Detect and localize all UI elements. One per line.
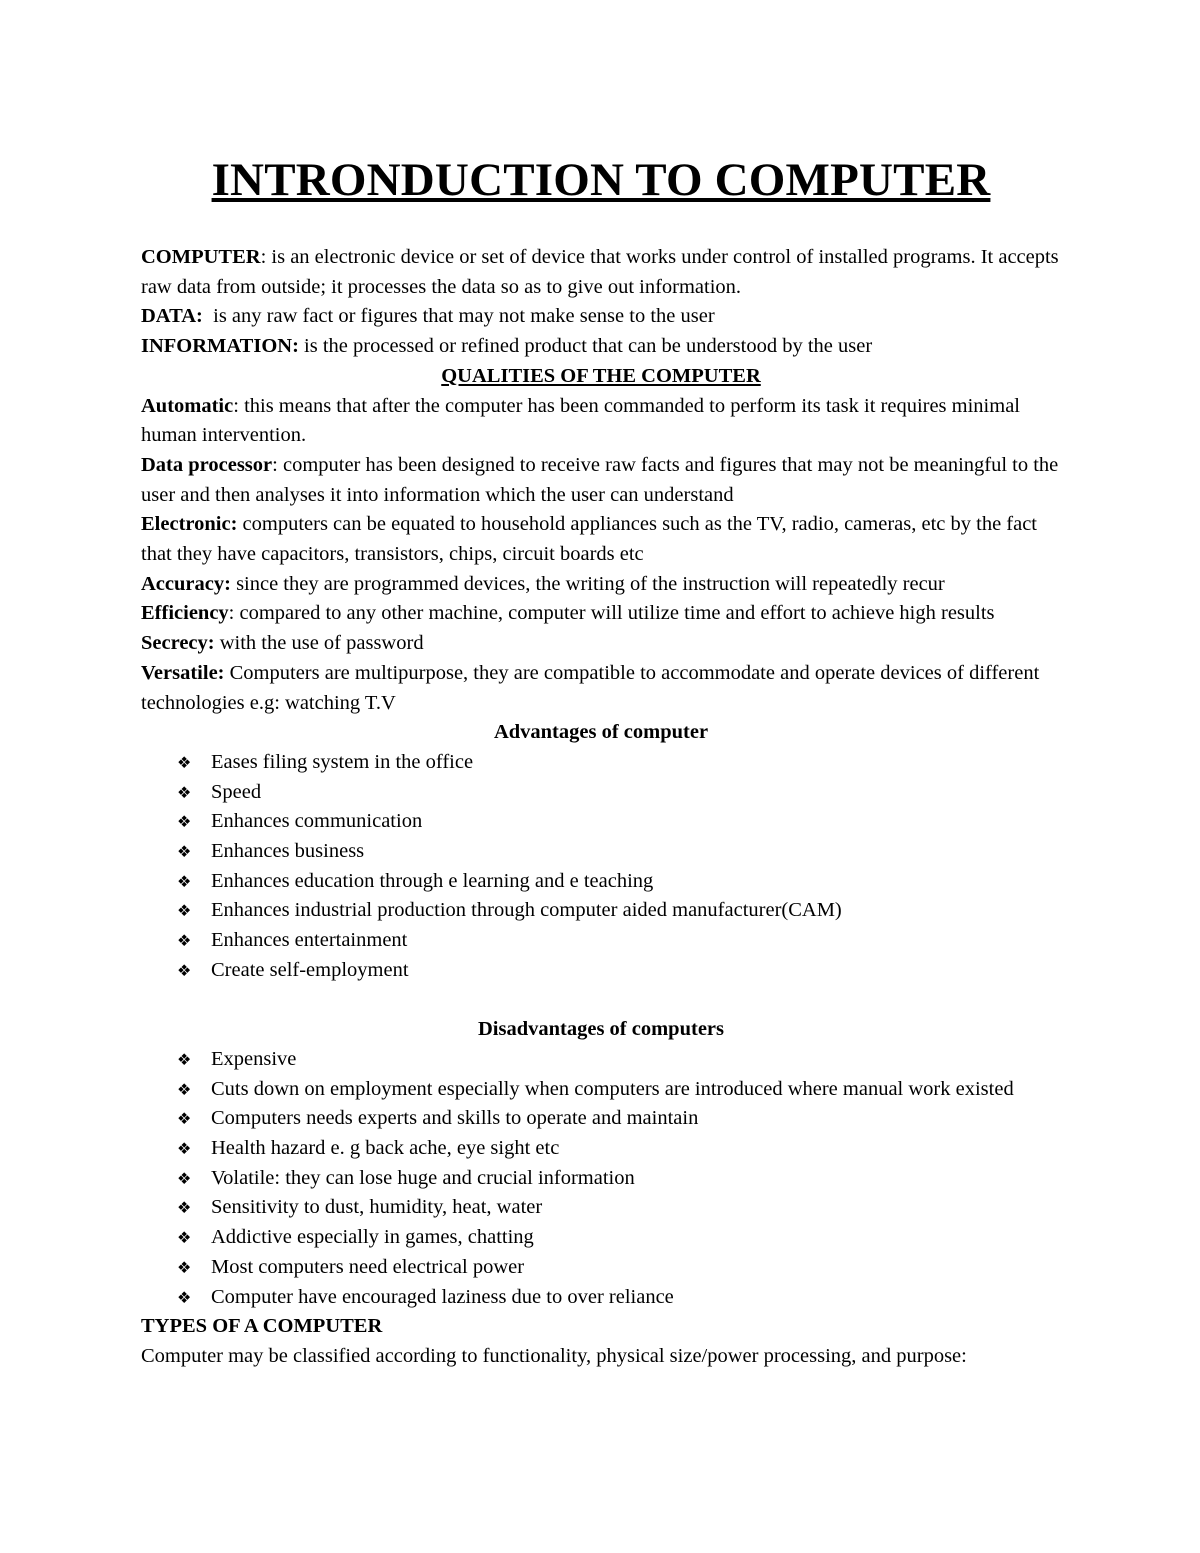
term-separator xyxy=(203,305,213,327)
term-separator: : xyxy=(233,394,245,417)
list-item xyxy=(177,867,1061,897)
advantages-list xyxy=(141,748,1061,986)
term-label: Efficiency xyxy=(141,602,229,625)
list-item xyxy=(177,896,1061,926)
definition-paragraph xyxy=(141,451,1061,510)
list-item xyxy=(177,1134,1061,1164)
definition-paragraph xyxy=(141,599,1061,629)
definition-paragraph xyxy=(141,510,1061,569)
diamond-bullet-icon: ❖ xyxy=(177,1287,192,1307)
list-item xyxy=(177,956,1061,986)
list-item-text: Computers needs experts and skills to operate and maintain xyxy=(211,1107,699,1130)
disadvantages-heading: Disadvantages of computers xyxy=(478,1018,724,1041)
diamond-bullet-icon: ❖ xyxy=(177,901,192,921)
term-description: computers can be equated to household appliances such as the TV, radio, cameras, etc by the fact that they have capacitors, transistors, chips, circuit boards etc xyxy=(141,513,1038,566)
definition-paragraph xyxy=(141,243,1061,302)
list-item-text: Sensitivity to dust, humidity, heat, water xyxy=(211,1196,543,1219)
list-item xyxy=(177,926,1061,956)
definition-paragraph xyxy=(141,659,1061,718)
term-separator: : xyxy=(228,602,240,625)
term-label: Secrecy: xyxy=(141,632,215,655)
list-item xyxy=(177,1253,1061,1283)
qualities-heading: QUALITIES OF THE COMPUTER xyxy=(441,364,761,387)
list-item xyxy=(177,1104,1061,1134)
spacer xyxy=(141,986,1061,1016)
term-label: Versatile: xyxy=(141,661,225,684)
diamond-bullet-icon: ❖ xyxy=(177,871,192,891)
diamond-bullet-icon: ❖ xyxy=(177,1109,192,1129)
term-description: computer has been designed to receive raw facts and figures that may not be meaningful to the user and then analyses it into information which the user can understand xyxy=(141,453,1059,506)
term-separator: : xyxy=(272,453,283,476)
term-description: compared to any other machine, computer will utilize time and effort to achieve high results xyxy=(239,602,995,625)
term-description: with the use of password xyxy=(219,632,424,655)
qualities-section xyxy=(141,392,1061,719)
diamond-bullet-icon: ❖ xyxy=(177,1168,192,1188)
disadvantages-list xyxy=(141,1045,1061,1312)
diamond-bullet-icon: ❖ xyxy=(177,1198,192,1218)
types-heading: TYPES OF A COMPUTER xyxy=(141,1315,383,1338)
term-label: INFORMATION: xyxy=(141,335,299,358)
definition-paragraph xyxy=(141,570,1061,600)
list-item xyxy=(177,807,1061,837)
types-text: Computer may be classified according to functionality, physical size/power processing, and purpose: xyxy=(141,1345,967,1367)
diamond-bullet-icon: ❖ xyxy=(177,960,192,980)
term-label: Accuracy: xyxy=(141,572,231,595)
list-item xyxy=(177,1193,1061,1223)
list-item-text: Enhances entertainment xyxy=(211,929,408,952)
diamond-bullet-icon: ❖ xyxy=(177,931,192,951)
diamond-bullet-icon: ❖ xyxy=(177,1139,192,1159)
definition-paragraph xyxy=(141,392,1061,451)
term-label: DATA: xyxy=(141,305,203,328)
list-item-text: Addictive especially in games, chatting xyxy=(211,1226,534,1249)
list-item-text: Most computers need electrical power xyxy=(211,1255,525,1278)
term-description: since they are programmed devices, the writing of the instruction will repeatedly recur xyxy=(236,572,945,595)
term-label: Automatic xyxy=(141,394,234,417)
list-item xyxy=(177,837,1061,867)
list-item xyxy=(177,1164,1061,1194)
diamond-bullet-icon: ❖ xyxy=(177,1257,192,1277)
term-description: Computers are multipurpose, they are compatible to accommodate and operate devices of different technologies e.g: watching T.V xyxy=(141,661,1040,714)
list-item-text: Expensive xyxy=(211,1047,297,1070)
diamond-bullet-icon: ❖ xyxy=(177,782,192,802)
list-item-text: Enhances business xyxy=(211,840,365,863)
term-description: is the processed or refined product that can be understood by the user xyxy=(304,335,873,358)
list-item-text: Create self-employment xyxy=(211,958,409,981)
definition-paragraph xyxy=(141,629,1061,659)
term-separator: : xyxy=(260,246,272,268)
list-item-text: Cuts down on employment especially when computers are introduced where manual work existed xyxy=(211,1077,1014,1100)
list-item xyxy=(177,1283,1061,1313)
diamond-bullet-icon: ❖ xyxy=(177,812,192,832)
list-item xyxy=(177,778,1061,808)
diamond-bullet-icon: ❖ xyxy=(177,752,192,772)
list-item xyxy=(177,1045,1061,1075)
term-label: Electronic: xyxy=(141,513,238,536)
list-item xyxy=(177,1223,1061,1253)
list-item-text: Computer have encouraged laziness due to over reliance xyxy=(211,1285,674,1308)
term-description: is any raw fact or figures that may not make sense to the user xyxy=(213,305,715,328)
diamond-bullet-icon: ❖ xyxy=(177,1049,192,1069)
diamond-bullet-icon: ❖ xyxy=(177,1228,192,1248)
definitions-section xyxy=(141,243,1061,362)
list-item-text: Enhances industrial production through computer aided manufacturer(CAM) xyxy=(211,899,842,922)
list-item-text: Eases filing system in the office xyxy=(211,750,474,773)
list-item-text: Enhances education through e learning and e teaching xyxy=(211,869,654,892)
definition-paragraph xyxy=(141,302,1061,332)
list-item xyxy=(177,748,1061,778)
diamond-bullet-icon: ❖ xyxy=(177,842,192,862)
list-item-text: Health hazard e. g back ache, eye sight etc xyxy=(211,1137,560,1160)
advantages-heading: Advantages of computer xyxy=(493,721,709,744)
term-label: Data processor xyxy=(141,453,273,476)
definition-paragraph xyxy=(141,332,1061,362)
page-title: INTRONDUCTION TO COMPUTER xyxy=(211,154,991,206)
list-item-text: Speed xyxy=(211,780,262,803)
term-description: is an electronic device or set of device that works under control of installed programs. It accepts raw data from outside; it processes the data so as to give out information. xyxy=(141,246,1059,298)
diamond-bullet-icon: ❖ xyxy=(177,1079,192,1099)
document-page xyxy=(141,150,1061,1372)
term-description: this means that after the computer has been commanded to perform its task it requires minimal human intervention. xyxy=(141,394,1020,447)
list-item-text: Enhances communication xyxy=(211,810,423,833)
list-item xyxy=(177,1075,1061,1105)
term-label: COMPUTER xyxy=(141,246,261,268)
list-item-text: Volatile: they can lose huge and crucial information xyxy=(211,1166,635,1189)
